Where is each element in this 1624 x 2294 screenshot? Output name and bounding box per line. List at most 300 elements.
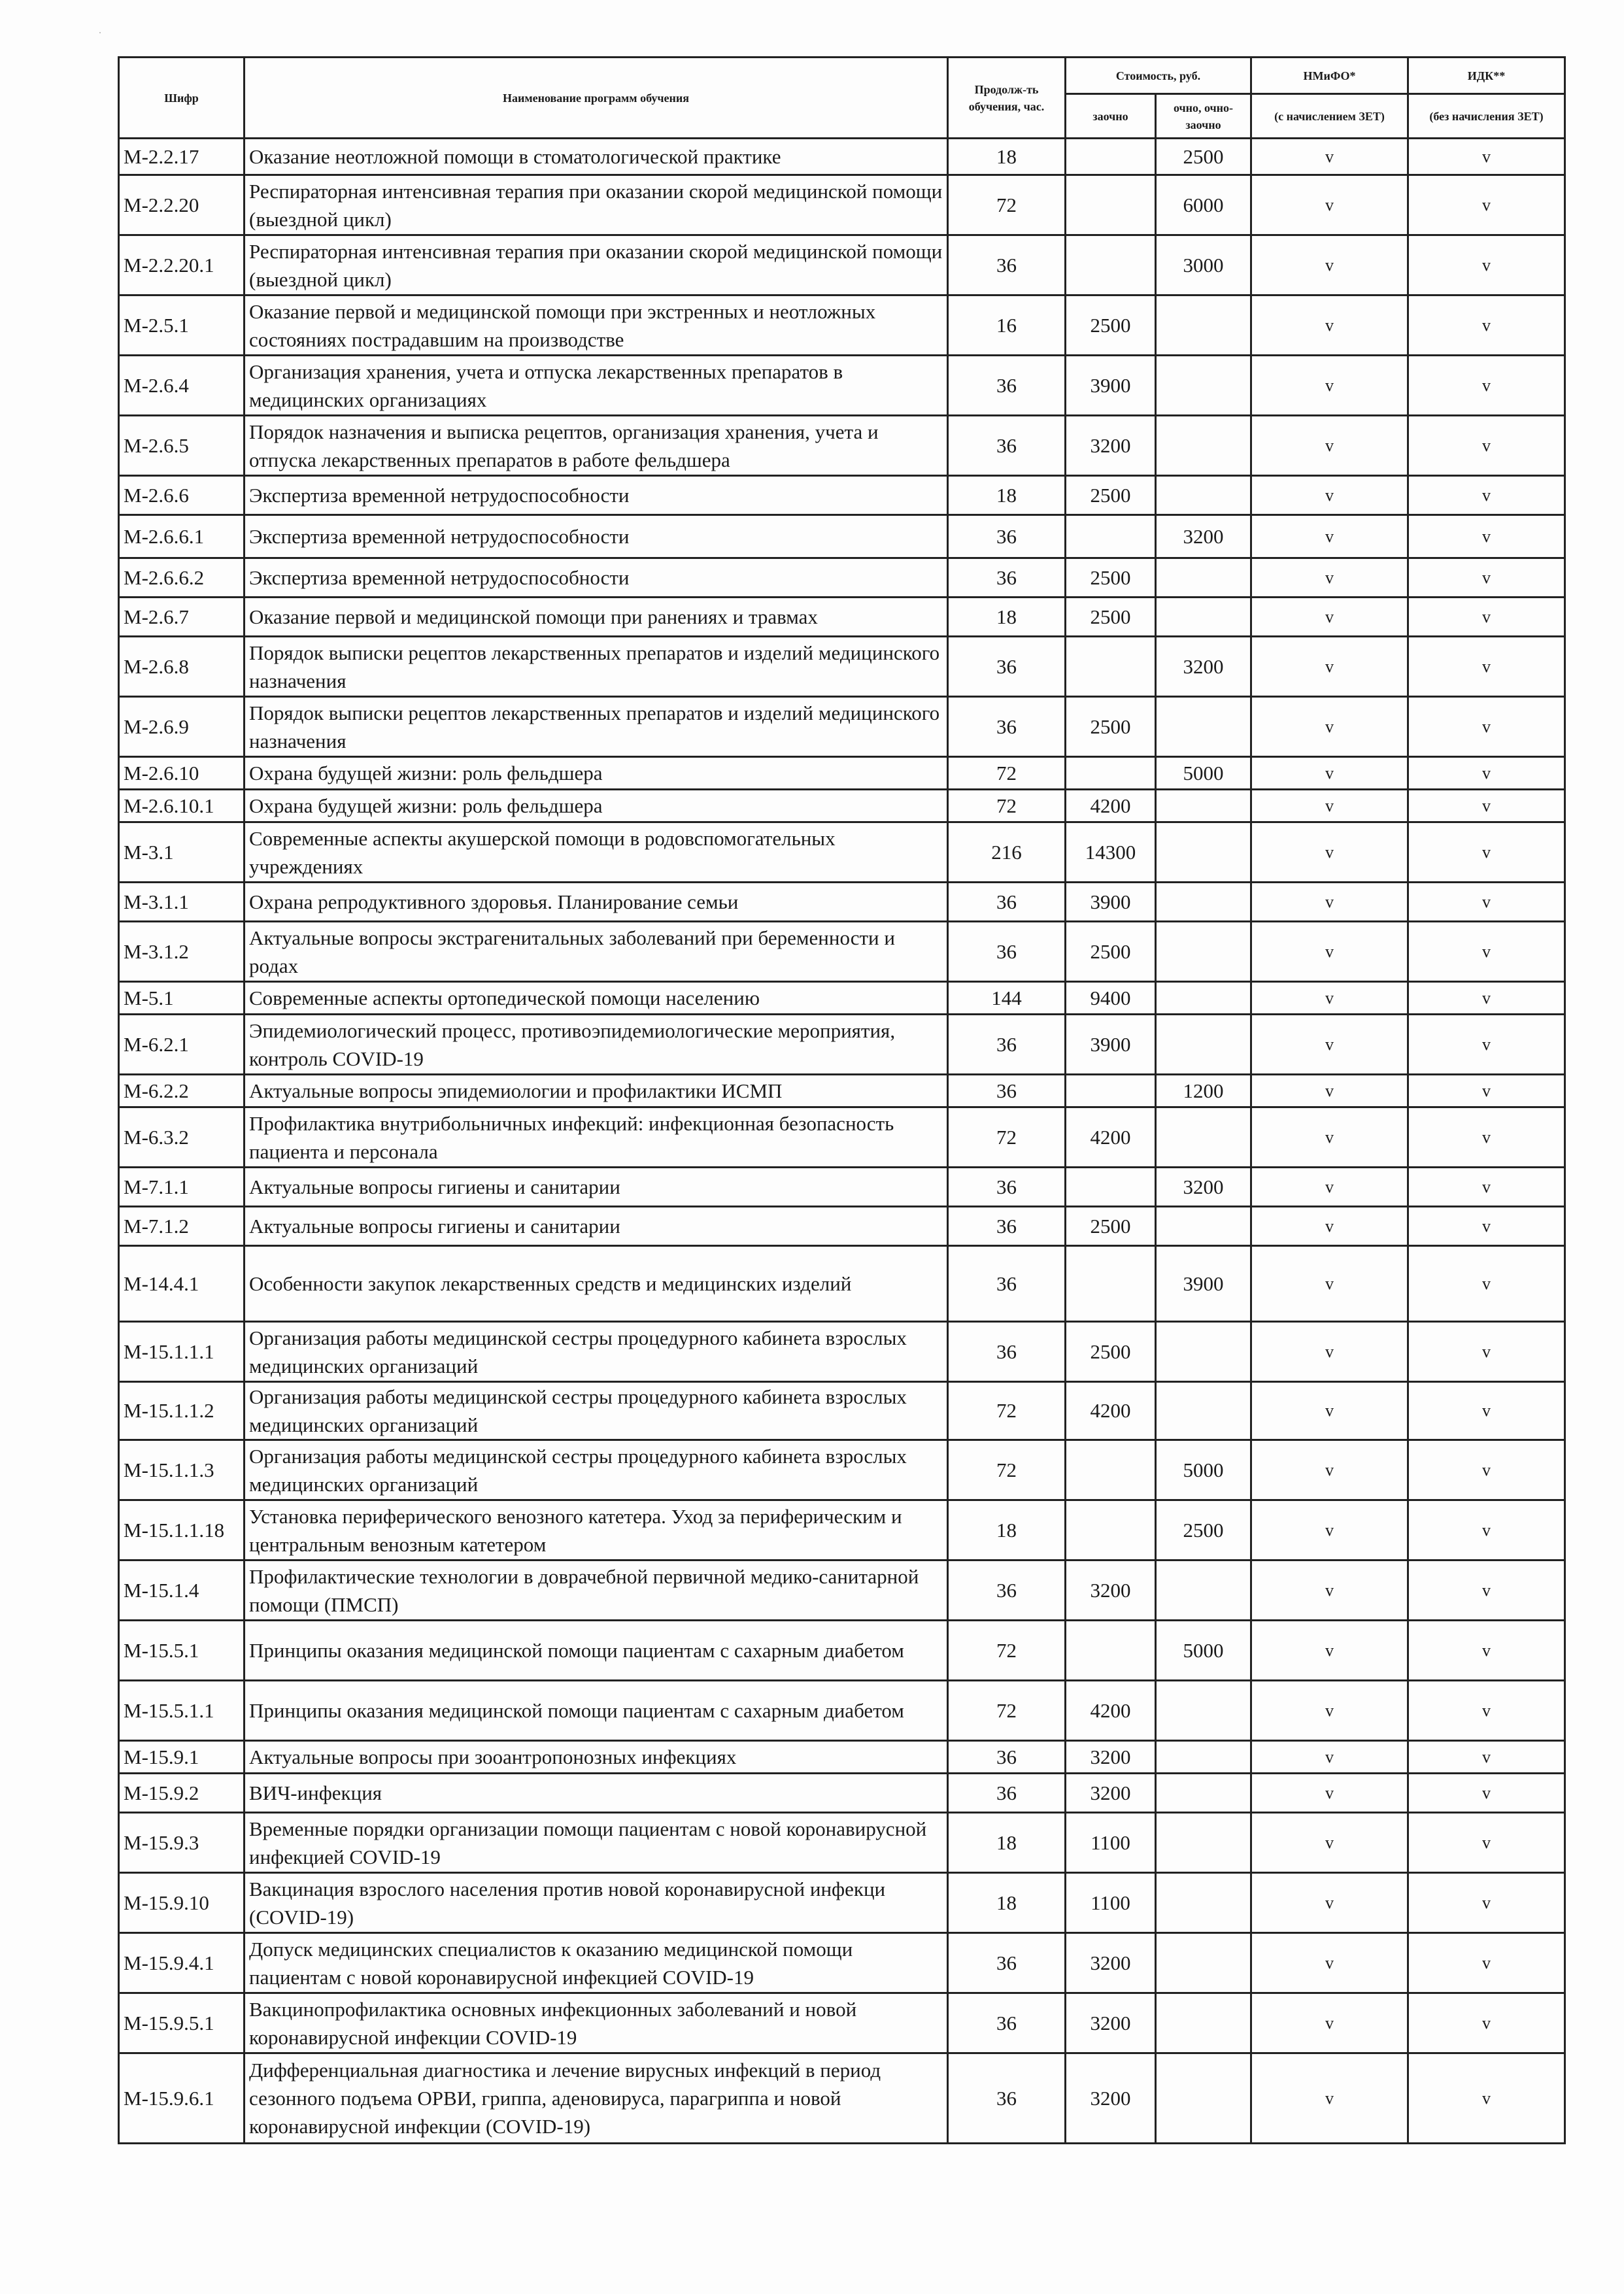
idk-check-cell: v [1408, 1993, 1565, 2053]
cost-ochno-cell [1156, 1322, 1251, 1382]
program-name-cell: Эпидемиологический процесс, противоэпидемиологические мероприятия, контроль COVID-19 [245, 1015, 948, 1075]
table-row [119, 598, 1565, 637]
cost-zaochno-cell [1066, 1440, 1156, 1500]
idk-check-cell: v [1408, 697, 1565, 757]
cost-zaochno-cell [1066, 1500, 1156, 1560]
cost-zaochno-cell: 3200 [1066, 416, 1156, 476]
hours-cell: 16 [948, 295, 1066, 356]
code-cell: М-2.6.6.2 [119, 558, 245, 598]
table-row [119, 1168, 1565, 1207]
cost-ochno-cell: 5000 [1156, 757, 1251, 790]
hours-cell: 72 [948, 790, 1066, 822]
header-idk-sub: (без начисления ЗЕТ) [1408, 94, 1565, 139]
nmifo-check-cell: v [1251, 356, 1408, 416]
nmifo-check-cell: v [1251, 1107, 1408, 1168]
hours-cell: 72 [948, 175, 1066, 235]
nmifo-check-cell: v [1251, 1168, 1408, 1207]
header-code: Шифр [119, 58, 245, 139]
idk-check-cell: v [1408, 1075, 1565, 1107]
cost-zaochno-cell: 2500 [1066, 598, 1156, 637]
price-table [118, 56, 1566, 2144]
hours-cell: 36 [948, 1560, 1066, 1621]
cost-zaochno-cell: 3900 [1066, 356, 1156, 416]
code-cell: М-7.1.1 [119, 1168, 245, 1207]
nmifo-check-cell: v [1251, 1440, 1408, 1500]
cost-zaochno-cell [1066, 637, 1156, 697]
idk-check-cell: v [1408, 1873, 1565, 1933]
cost-zaochno-cell [1066, 235, 1156, 295]
program-name-cell: Актуальные вопросы при зооантропонозных инфекциях [245, 1741, 948, 1774]
code-cell: М-15.9.2 [119, 1774, 245, 1813]
hours-cell: 36 [948, 1246, 1066, 1322]
table-body [119, 139, 1565, 2144]
cost-ochno-cell [1156, 1741, 1251, 1774]
cost-ochno-cell: 3900 [1156, 1246, 1251, 1322]
nmifo-check-cell: v [1251, 982, 1408, 1015]
cost-zaochno-cell: 1100 [1066, 1813, 1156, 1873]
cost-ochno-cell: 3200 [1156, 515, 1251, 558]
table-row [119, 1813, 1565, 1873]
cost-ochno-cell: 2500 [1156, 139, 1251, 175]
table-row [119, 637, 1565, 697]
nmifo-check-cell: v [1251, 883, 1408, 922]
code-cell: М-7.1.2 [119, 1207, 245, 1246]
hours-cell: 36 [948, 1993, 1066, 2053]
code-cell: М-6.2.1 [119, 1015, 245, 1075]
hours-cell: 36 [948, 1168, 1066, 1207]
nmifo-check-cell: v [1251, 822, 1408, 883]
nmifo-check-cell: v [1251, 2053, 1408, 2144]
table-row [119, 515, 1565, 558]
cost-zaochno-cell [1066, 175, 1156, 235]
cost-zaochno-cell: 4200 [1066, 1681, 1156, 1741]
idk-check-cell: v [1408, 922, 1565, 982]
table-row [119, 1741, 1565, 1774]
program-name-cell: Установка периферического венозного катетера. Уход за периферическим и центральным венозным катетером [245, 1500, 948, 1560]
idk-check-cell: v [1408, 2053, 1565, 2144]
cost-ochno-cell [1156, 697, 1251, 757]
idk-check-cell: v [1408, 1774, 1565, 1813]
program-name-cell: Принципы оказания медицинской помощи пациентам с сахарным диабетом [245, 1681, 948, 1741]
hours-cell: 72 [948, 1382, 1066, 1440]
code-cell: М-2.6.8 [119, 637, 245, 697]
cost-ochno-cell [1156, 982, 1251, 1015]
cost-zaochno-cell: 14300 [1066, 822, 1156, 883]
idk-check-cell: v [1408, 637, 1565, 697]
idk-check-cell: v [1408, 982, 1565, 1015]
program-name-cell: Организация хранения, учета и отпуска лекарственных препаратов в медицинских организациях [245, 356, 948, 416]
hours-cell: 36 [948, 515, 1066, 558]
header-name: Наименование программ обучения [245, 58, 948, 139]
nmifo-check-cell: v [1251, 295, 1408, 356]
cost-zaochno-cell: 2500 [1066, 922, 1156, 982]
nmifo-check-cell: v [1251, 1207, 1408, 1246]
cost-ochno-cell [1156, 1207, 1251, 1246]
program-name-cell: Охрана будущей жизни: роль фельдшера [245, 790, 948, 822]
program-name-cell: Организация работы медицинской сестры процедурного кабинета взрослых медицинских организаций [245, 1382, 948, 1440]
idk-check-cell: v [1408, 1015, 1565, 1075]
cost-zaochno-cell: 3900 [1066, 1015, 1156, 1075]
idk-check-cell: v [1408, 790, 1565, 822]
header-cost-ochno: очно, очно-заочно [1156, 94, 1251, 139]
header-duration: Продолж-ть обучения, час. [948, 58, 1066, 139]
cost-ochno-cell [1156, 1015, 1251, 1075]
code-cell: М-3.1.2 [119, 922, 245, 982]
idk-check-cell: v [1408, 558, 1565, 598]
nmifo-check-cell: v [1251, 1322, 1408, 1382]
nmifo-check-cell: v [1251, 697, 1408, 757]
cost-ochno-cell [1156, 922, 1251, 982]
nmifo-check-cell: v [1251, 1500, 1408, 1560]
program-name-cell: Организация работы медицинской сестры процедурного кабинета взрослых медицинских организаций [245, 1440, 948, 1500]
nmifo-check-cell: v [1251, 1681, 1408, 1741]
cost-ochno-cell: 3000 [1156, 235, 1251, 295]
cost-zaochno-cell: 3200 [1066, 1774, 1156, 1813]
program-name-cell: Оказание первой и медицинской помощи при экстренных и неотложных состояниях пострадавшим на производстве [245, 295, 948, 356]
table-row [119, 697, 1565, 757]
table-row [119, 1246, 1565, 1322]
nmifo-check-cell: v [1251, 416, 1408, 476]
program-name-cell: Порядок выписки рецептов лекарственных препаратов и изделий медицинского назначения [245, 697, 948, 757]
hours-cell: 36 [948, 1741, 1066, 1774]
code-cell: М-5.1 [119, 982, 245, 1015]
idk-check-cell: v [1408, 1322, 1565, 1382]
cost-zaochno-cell: 2500 [1066, 1322, 1156, 1382]
header-nmifo-sub: (с начислением ЗЕТ) [1251, 94, 1408, 139]
table-row [119, 883, 1565, 922]
program-name-cell: Экспертиза временной нетрудоспособности [245, 558, 948, 598]
idk-check-cell: v [1408, 1621, 1565, 1681]
hours-cell: 144 [948, 982, 1066, 1015]
code-cell: М-15.1.4 [119, 1560, 245, 1621]
hours-cell: 18 [948, 1500, 1066, 1560]
cost-zaochno-cell: 3900 [1066, 883, 1156, 922]
cost-ochno-cell [1156, 2053, 1251, 2144]
code-cell: М-2.2.17 [119, 139, 245, 175]
hours-cell: 18 [948, 139, 1066, 175]
cost-ochno-cell: 2500 [1156, 1500, 1251, 1560]
program-name-cell: Актуальные вопросы экстрагенитальных заболеваний при беременности и родах [245, 922, 948, 982]
code-cell: М-2.6.10 [119, 757, 245, 790]
idk-check-cell: v [1408, 515, 1565, 558]
idk-check-cell: v [1408, 1107, 1565, 1168]
table-row [119, 1322, 1565, 1382]
idk-check-cell: v [1408, 416, 1565, 476]
cost-ochno-cell [1156, 1933, 1251, 1993]
cost-zaochno-cell [1066, 757, 1156, 790]
header-idk: ИДК** [1408, 58, 1565, 94]
table-row [119, 822, 1565, 883]
code-cell: М-15.9.6.1 [119, 2053, 245, 2144]
cost-zaochno-cell: 9400 [1066, 982, 1156, 1015]
program-name-cell: Актуальные вопросы эпидемиологии и профилактики ИСМП [245, 1075, 948, 1107]
nmifo-check-cell: v [1251, 1774, 1408, 1813]
cost-zaochno-cell [1066, 1246, 1156, 1322]
hours-cell: 36 [948, 1322, 1066, 1382]
table-row [119, 922, 1565, 982]
table-row [119, 1382, 1565, 1440]
table-row [119, 1993, 1565, 2053]
table-row [119, 139, 1565, 175]
cost-ochno-cell [1156, 1681, 1251, 1741]
header-cost-zaochno: заочно [1066, 94, 1156, 139]
code-cell: М-2.2.20.1 [119, 235, 245, 295]
cost-ochno-cell [1156, 883, 1251, 922]
idk-check-cell: v [1408, 1440, 1565, 1500]
cost-zaochno-cell: 4200 [1066, 790, 1156, 822]
code-cell: М-15.1.1.2 [119, 1382, 245, 1440]
code-cell: М-2.6.9 [119, 697, 245, 757]
cost-ochno-cell: 5000 [1156, 1440, 1251, 1500]
code-cell: М-2.6.4 [119, 356, 245, 416]
nmifo-check-cell: v [1251, 1933, 1408, 1993]
code-cell: М-15.1.1.18 [119, 1500, 245, 1560]
program-name-cell: Охрана будущей жизни: роль фельдшера [245, 757, 948, 790]
hours-cell: 36 [948, 637, 1066, 697]
nmifo-check-cell: v [1251, 1075, 1408, 1107]
program-name-cell: Профилактика внутрибольничных инфекций: инфекционная безопасность пациента и персонала [245, 1107, 948, 1168]
nmifo-check-cell: v [1251, 1993, 1408, 2053]
cost-zaochno-cell: 3200 [1066, 1933, 1156, 1993]
cost-ochno-cell [1156, 1813, 1251, 1873]
cost-ochno-cell [1156, 295, 1251, 356]
program-name-cell: Вакцинопрофилактика основных инфекционных заболеваний и новой коронавирусной инфекции COVID-19 [245, 1993, 948, 2053]
program-name-cell: Современные аспекты ортопедической помощи населению [245, 982, 948, 1015]
table-row [119, 1500, 1565, 1560]
cost-zaochno-cell [1066, 139, 1156, 175]
cost-zaochno-cell: 3200 [1066, 1741, 1156, 1774]
table-row [119, 1933, 1565, 1993]
header-nmifo: НМиФО* [1251, 58, 1408, 94]
code-cell: М-6.2.2 [119, 1075, 245, 1107]
cost-zaochno-cell: 2500 [1066, 1207, 1156, 1246]
cost-zaochno-cell: 2500 [1066, 697, 1156, 757]
cost-ochno-cell: 1200 [1156, 1075, 1251, 1107]
hours-cell: 36 [948, 922, 1066, 982]
nmifo-check-cell: v [1251, 1015, 1408, 1075]
idk-check-cell: v [1408, 476, 1565, 515]
idk-check-cell: v [1408, 139, 1565, 175]
idk-check-cell: v [1408, 1207, 1565, 1246]
program-name-cell: Профилактические технологии в доврачебной первичной медико-санитарной помощи (ПМСП) [245, 1560, 948, 1621]
hours-cell: 36 [948, 2053, 1066, 2144]
code-cell: М-3.1 [119, 822, 245, 883]
cost-zaochno-cell: 3200 [1066, 2053, 1156, 2144]
table-row [119, 1107, 1565, 1168]
table-row [119, 757, 1565, 790]
table-row [119, 235, 1565, 295]
hours-cell: 36 [948, 1075, 1066, 1107]
hours-cell: 36 [948, 1933, 1066, 1993]
table-row [119, 1774, 1565, 1813]
table-row [119, 790, 1565, 822]
table-header [119, 58, 1565, 139]
nmifo-check-cell: v [1251, 637, 1408, 697]
code-cell: М-2.5.1 [119, 295, 245, 356]
cost-ochno-cell [1156, 822, 1251, 883]
nmifo-check-cell: v [1251, 235, 1408, 295]
cost-zaochno-cell [1066, 515, 1156, 558]
code-cell: М-15.1.1.3 [119, 1440, 245, 1500]
cost-zaochno-cell [1066, 1621, 1156, 1681]
code-cell: М-2.6.10.1 [119, 790, 245, 822]
hours-cell: 18 [948, 1813, 1066, 1873]
program-name-cell: ВИЧ-инфекция [245, 1774, 948, 1813]
table-row [119, 476, 1565, 515]
cost-ochno-cell [1156, 1993, 1251, 2053]
table-row [119, 356, 1565, 416]
idk-check-cell: v [1408, 1246, 1565, 1322]
table-row [119, 1207, 1565, 1246]
code-cell: М-15.5.1 [119, 1621, 245, 1681]
hours-cell: 36 [948, 1207, 1066, 1246]
program-name-cell: Порядок выписки рецептов лекарственных препаратов и изделий медицинского назначения [245, 637, 948, 697]
nmifo-check-cell: v [1251, 1621, 1408, 1681]
cost-ochno-cell [1156, 1873, 1251, 1933]
cost-ochno-cell [1156, 1107, 1251, 1168]
hours-cell: 36 [948, 416, 1066, 476]
cost-zaochno-cell: 3200 [1066, 1560, 1156, 1621]
cost-ochno-cell [1156, 1560, 1251, 1621]
cost-ochno-cell: 3200 [1156, 1168, 1251, 1207]
nmifo-check-cell: v [1251, 139, 1408, 175]
code-cell: М-3.1.1 [119, 883, 245, 922]
idk-check-cell: v [1408, 1813, 1565, 1873]
code-cell: М-15.9.1 [119, 1741, 245, 1774]
program-name-cell: Респираторная интенсивная терапия при оказании скорой медицинской помощи (выездной цикл) [245, 175, 948, 235]
program-name-cell: Современные аспекты акушерской помощи в родовспомогательных учреждениях [245, 822, 948, 883]
program-name-cell: Принципы оказания медицинской помощи пациентам с сахарным диабетом [245, 1621, 948, 1681]
idk-check-cell: v [1408, 295, 1565, 356]
program-name-cell: Порядок назначения и выписка рецептов, организация хранения, учета и отпуска лекарственных препаратов в работе фельдшера [245, 416, 948, 476]
cost-zaochno-cell [1066, 1075, 1156, 1107]
hours-cell: 36 [948, 1015, 1066, 1075]
idk-check-cell: v [1408, 1681, 1565, 1741]
table-row [119, 1015, 1565, 1075]
cost-zaochno-cell: 3200 [1066, 1993, 1156, 2053]
table-row [119, 1681, 1565, 1741]
code-cell: М-15.9.3 [119, 1813, 245, 1873]
hours-cell: 36 [948, 235, 1066, 295]
idk-check-cell: v [1408, 1168, 1565, 1207]
program-name-cell: Временные порядки организации помощи пациентам с новой коронавирусной инфекцией COVID-19 [245, 1813, 948, 1873]
table-row [119, 1873, 1565, 1933]
hours-cell: 36 [948, 558, 1066, 598]
code-cell: М-15.1.1.1 [119, 1322, 245, 1382]
code-cell: М-15.9.5.1 [119, 1993, 245, 2053]
cost-zaochno-cell [1066, 1168, 1156, 1207]
program-name-cell: Экспертиза временной нетрудоспособности [245, 476, 948, 515]
nmifo-check-cell: v [1251, 1246, 1408, 1322]
cost-ochno-cell [1156, 416, 1251, 476]
table-row [119, 558, 1565, 598]
nmifo-check-cell: v [1251, 558, 1408, 598]
hours-cell: 18 [948, 598, 1066, 637]
hours-cell: 72 [948, 1107, 1066, 1168]
program-name-cell: Особенности закупок лекарственных средств и медицинских изделий [245, 1246, 948, 1322]
code-cell: М-15.9.4.1 [119, 1933, 245, 1993]
hours-cell: 18 [948, 1873, 1066, 1933]
idk-check-cell: v [1408, 598, 1565, 637]
hours-cell: 216 [948, 822, 1066, 883]
code-cell: М-15.5.1.1 [119, 1681, 245, 1741]
cost-zaochno-cell: 2500 [1066, 295, 1156, 356]
idk-check-cell: v [1408, 757, 1565, 790]
idk-check-cell: v [1408, 235, 1565, 295]
idk-check-cell: v [1408, 1933, 1565, 1993]
cost-zaochno-cell: 4200 [1066, 1382, 1156, 1440]
idk-check-cell: v [1408, 1382, 1565, 1440]
idk-check-cell: v [1408, 1741, 1565, 1774]
table-row [119, 2053, 1565, 2144]
nmifo-check-cell: v [1251, 598, 1408, 637]
nmifo-check-cell: v [1251, 1873, 1408, 1933]
code-cell: М-2.6.5 [119, 416, 245, 476]
idk-check-cell: v [1408, 822, 1565, 883]
cost-ochno-cell [1156, 598, 1251, 637]
table-row [119, 1560, 1565, 1621]
program-name-cell: Актуальные вопросы гигиены и санитарии [245, 1168, 948, 1207]
nmifo-check-cell: v [1251, 922, 1408, 982]
cost-zaochno-cell: 2500 [1066, 476, 1156, 515]
program-name-cell: Охрана репродуктивного здоровья. Планирование семьи [245, 883, 948, 922]
nmifo-check-cell: v [1251, 175, 1408, 235]
cost-ochno-cell: 5000 [1156, 1621, 1251, 1681]
cost-ochno-cell [1156, 1382, 1251, 1440]
idk-check-cell: v [1408, 883, 1565, 922]
cost-zaochno-cell: 4200 [1066, 1107, 1156, 1168]
program-name-cell: Оказание первой и медицинской помощи при ранениях и травмах [245, 598, 948, 637]
program-name-cell: Организация работы медицинской сестры процедурного кабинета взрослых медицинских организаций [245, 1322, 948, 1382]
program-name-cell: Вакцинация взрослого населения против новой коронавирусной инфекци (COVID-19) [245, 1873, 948, 1933]
hours-cell: 72 [948, 1681, 1066, 1741]
code-cell: М-2.6.6 [119, 476, 245, 515]
nmifo-check-cell: v [1251, 1813, 1408, 1873]
nmifo-check-cell: v [1251, 757, 1408, 790]
table-row [119, 982, 1565, 1015]
program-name-cell: Дифференциальная диагностика и лечение вирусных инфекций в период сезонного подъема ОРВИ, гриппа, аденовируса, парагриппа и новой коронавирусной инфекции (COVID-19) [245, 2053, 948, 2144]
cost-ochno-cell [1156, 790, 1251, 822]
cost-ochno-cell: 3200 [1156, 637, 1251, 697]
cost-zaochno-cell: 1100 [1066, 1873, 1156, 1933]
hours-cell: 36 [948, 1774, 1066, 1813]
table-row [119, 1621, 1565, 1681]
hours-cell: 36 [948, 356, 1066, 416]
cost-ochno-cell [1156, 558, 1251, 598]
program-name-cell: Допуск медицинских специалистов к оказанию медицинской помощи пациентам с новой коронавирусной инфекцией COVID-19 [245, 1933, 948, 1993]
idk-check-cell: v [1408, 1500, 1565, 1560]
hours-cell: 18 [948, 476, 1066, 515]
hours-cell: 36 [948, 883, 1066, 922]
nmifo-check-cell: v [1251, 515, 1408, 558]
cost-zaochno-cell: 2500 [1066, 558, 1156, 598]
nmifo-check-cell: v [1251, 790, 1408, 822]
cost-ochno-cell [1156, 1774, 1251, 1813]
idk-check-cell: v [1408, 175, 1565, 235]
nmifo-check-cell: v [1251, 1382, 1408, 1440]
hours-cell: 72 [948, 757, 1066, 790]
table-row [119, 1075, 1565, 1107]
code-cell: М-2.6.6.1 [119, 515, 245, 558]
hours-cell: 36 [948, 697, 1066, 757]
hours-cell: 72 [948, 1621, 1066, 1681]
program-name-cell: Оказание неотложной помощи в стоматологической практике [245, 139, 948, 175]
code-cell: М-2.2.20 [119, 175, 245, 235]
nmifo-check-cell: v [1251, 1560, 1408, 1621]
code-cell: М-6.3.2 [119, 1107, 245, 1168]
code-cell: М-15.9.10 [119, 1873, 245, 1933]
program-name-cell: Актуальные вопросы гигиены и санитарии [245, 1207, 948, 1246]
